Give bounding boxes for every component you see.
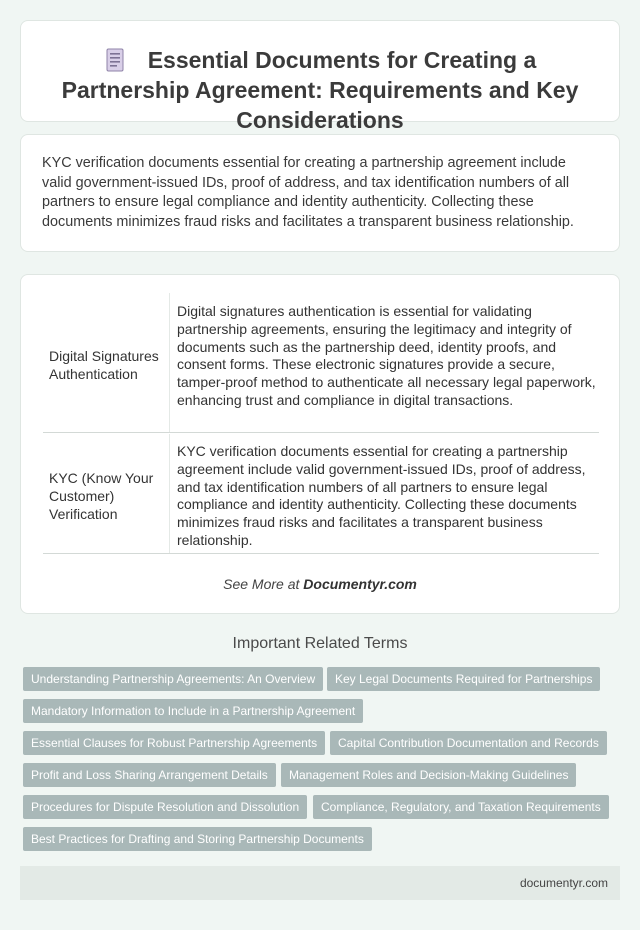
see-more-site[interactable]: Documentyr.com (303, 576, 417, 592)
cell-divider (169, 293, 170, 432)
intro-paragraph: KYC verification documents essential for creating a partnership agreement include valid government-issued IDs, proof of address, and tax identification numbers of all partners to ensure legal compliance and identity authenticity. Collecting these documents minimizes fraud risks and facilitates a transparent business relationship. (42, 155, 574, 230)
see-more-prefix: See More at (223, 576, 300, 592)
page-title (41, 45, 599, 135)
related-term-tag[interactable]: Procedures for Dispute Resolution and Dissolution (23, 795, 307, 819)
related-term-tag[interactable]: Mandatory Information to Include in a Partnership Agreement (23, 699, 363, 723)
related-term-tag[interactable]: Capital Contribution Documentation and Records (330, 731, 607, 755)
row-label: KYC (Know Your Customer) Verification (49, 470, 154, 522)
related-term-tag[interactable]: Profit and Loss Sharing Arrangement Details (23, 763, 276, 787)
row-description: KYC verification documents essential for creating a partnership agreement include valid government-issued IDs, proof of address, and tax identification numbers of all partners to ensure legal compliance and identity authenticity. Collecting these documents minimizes fraud risks and facilitates a transparent business relationship. (177, 443, 586, 548)
table-row (43, 293, 599, 433)
related-terms-heading: Important Related Terms (232, 635, 408, 652)
documents-table (20, 274, 620, 614)
document-icon (104, 48, 126, 72)
related-term-tag[interactable]: Best Practices for Drafting and Storing Partnership Documents (23, 827, 372, 851)
related-term-tag[interactable]: Management Roles and Decision-Making Guidelines (281, 763, 576, 787)
row-label: Digital Signatures Authentication (49, 348, 159, 382)
table-row (43, 434, 599, 554)
related-term-tag[interactable]: Compliance, Regulatory, and Taxation Requirements (313, 795, 609, 819)
page-title-text: Essential Documents for Creating a Partnership Agreement: Requirements and Key Considerations (61, 47, 579, 133)
row-description: Digital signatures authentication is essential for validating partnership agreements, ensuring the legitimacy and integrity of documents such as the partnership deed, identity proofs, and consent forms. These electronic signatures provide a secure, tamper-proof method to authenticate all necessary legal paperwork, enhancing trust and compliance in digital transactions. (177, 303, 596, 408)
see-more-link[interactable] (21, 576, 619, 592)
title-card (20, 20, 620, 133)
intro-card (20, 134, 620, 252)
footer-site-link[interactable]: documentyr.com (519, 876, 608, 890)
related-term-tag[interactable]: Understanding Partnership Agreements: An Overview (23, 667, 323, 691)
cell-divider (169, 434, 170, 553)
related-term-tag[interactable]: Key Legal Documents Required for Partnerships (327, 667, 600, 691)
related-term-tag[interactable]: Essential Clauses for Robust Partnership Agreements (23, 731, 325, 755)
footer (20, 866, 620, 900)
